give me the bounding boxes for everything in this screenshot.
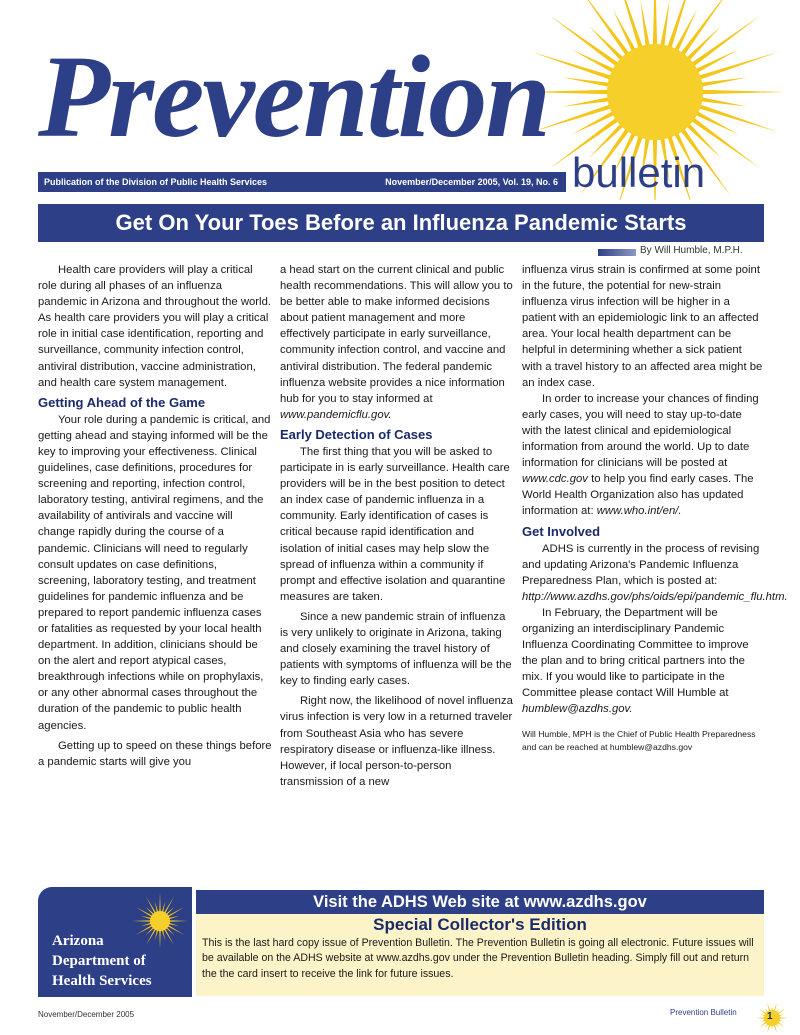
sun-ray — [164, 897, 174, 914]
paragraph-text: a head start on the current clinical and public health recommendations. This will allow you to be better able to make informed decisions about patient management and more effectively participate in early surveillance, community infection control, and vaccine and antiviral distribution. The federal pandemic influenza website provides a nice information hub for you to stay informed at — [280, 264, 513, 405]
logo-line: Health Services — [52, 973, 152, 989]
sun-ray — [779, 1017, 788, 1018]
logo-line: Department of — [52, 953, 146, 969]
paragraph: influenza virus strain is confirmed at some point in the future, the potential for new-strain influenza virus infection will be higher in a patient with an epidemiologic link to an affected area. Your local health department can be helpful in determining whether a sick patient with a travel history to an affected area might be an index case. — [522, 264, 763, 389]
sun-ray — [693, 110, 738, 135]
sun-ray — [136, 907, 153, 917]
publisher-name: Publication of the Division of Public Health Services — [44, 177, 268, 187]
paragraph: The first thing that you will be asked to participate in is early surveillance. Health care providers will be in the best position to detect an index case of pandemic influenza in a community. Early identification of cases is critical because rapid identification and isolation of initial cases may help slow the spread of influenza within a community if prompt and effective isolation and quarantine measures are taken. — [280, 445, 510, 603]
sun-ray — [698, 97, 747, 107]
masthead-subtitle: bulletin — [572, 149, 706, 196]
paragraph: Right now, the likelihood of novel influenza virus infection is very low in a returned traveler from Southeast Asia who has severe respiratory disease or influenza-like illness. However, if local person-to-person transmission of a new — [280, 695, 513, 788]
sun-ray — [653, 0, 657, 48]
sun-ray — [689, 16, 760, 68]
paragraph — [280, 262, 516, 423]
special-edition-box — [196, 914, 764, 996]
sun-ray — [640, 0, 650, 49]
sun-ray — [550, 16, 621, 68]
adhs-logo — [38, 887, 192, 997]
sun-ray — [155, 902, 159, 913]
edition-title: Special Collector's Edition — [373, 915, 587, 934]
sun-ray — [572, 50, 617, 75]
sun-ray — [167, 907, 184, 917]
section-heading: Getting Ahead of the Game — [38, 394, 206, 410]
sun-ray — [168, 916, 179, 920]
edition-text: This is the last hard copy issue of Prevention Bulletin. The Prevention Bulletin is going all electronic. Future issues will be available on the ADHS website at www.azdhs.gov under the Prevention Bulletin heading. Simply fill out and return the the card insert to receive the link for future issues. — [202, 937, 754, 980]
sun-ray — [563, 77, 612, 87]
azdhs-plan-link[interactable]: http://www.azdhs.gov/phs/oids/epi/pandemic_flu.htm. — [522, 590, 788, 603]
sun-ray — [141, 916, 152, 920]
sun-ray — [164, 928, 174, 945]
section-heading: Early Detection of Cases — [280, 426, 433, 442]
byline-decoration — [598, 249, 636, 256]
sun-ray — [155, 929, 159, 940]
sun-ray — [660, 0, 670, 49]
sun-ray — [698, 77, 747, 87]
article-byline: By Will Humble, M.P.H. — [640, 245, 743, 256]
sun-ray — [159, 930, 160, 949]
paragraph: Since a new pandemic strain of influenza is very unlikely to originate in Arizona, taking and closely examining the travel history of patients with symptoms of influenza will be the key to finding early cases. — [280, 610, 512, 688]
page-number: 1 — [767, 1011, 773, 1022]
paragraph-text: ADHS is currently in the process of revising and updating Arizona's Pandemic Influenza Preparedness Plan, which is posted at: — [522, 542, 760, 587]
logo-text — [52, 931, 152, 991]
sun-ray — [673, 9, 698, 54]
sun-ray — [146, 897, 156, 914]
sun-ray — [563, 97, 612, 107]
paragraph-text: to help you find early cases. The World Health Organization also has updated information at: — [522, 473, 754, 518]
footer-date: November/December 2005 — [38, 1010, 135, 1019]
who-link[interactable]: www.who.int/en/. — [596, 505, 682, 518]
sun-ray — [167, 925, 184, 935]
article-headline: Get On Your Toes Before an Influenza Pandemic Starts — [38, 204, 764, 242]
footer-title: Prevention Bulletin — [670, 1008, 737, 1017]
sun-ray — [168, 923, 179, 927]
author-note: Will Humble, MPH is the Chief of Public Health Preparedness and can be reached at humblew@azdhs.gov — [522, 728, 756, 752]
sun-ray — [162, 929, 166, 940]
pandemicflu-link[interactable]: www.pandemicflu.gov. — [280, 408, 392, 421]
masthead-title: Prevention — [38, 31, 549, 162]
article-column-3 — [522, 262, 788, 754]
sun-ray — [699, 90, 785, 94]
sun-ray — [141, 923, 152, 927]
issue-info: November/December 2005, Vol. 19, No. 6 — [385, 177, 558, 187]
section-heading: Get Involved — [522, 523, 601, 539]
paragraph: Getting up to speed on these things before a pandemic starts will give you — [38, 739, 272, 768]
logo-line: Arizona — [52, 933, 104, 949]
website-banner[interactable]: Visit the ADHS Web site at www.azdhs.gov — [196, 890, 764, 914]
sun-ray — [693, 50, 738, 75]
article-column-1 — [38, 262, 272, 770]
sun-ray — [159, 893, 160, 912]
paragraph: Your role during a pandemic is critical, and getting ahead and staying informed will be the key to improving your effectiveness. Clinical guidelines, case definitions, procedures for screening and reporting, infection control, laboratory testing, antiviral regimens, and the availability of antivirals and vaccine will change rapidly during the course of a pandemic. Clinicians will need to regularly consult updates on case definitions, screening, laboratory testing, and treatment guidelines for pandemic influenza and be prepared to report pandemic influenza cases or fatalities as requested by your local health department. In addition, clinicians should be on the alert and report atypical cases, breakthrough infections while on prophylaxis, or any other abnormal cases throughout the duration of the pandemic to public health agencies. — [38, 413, 271, 732]
paragraph: Health care providers will play a critical role during all phases of an influenza pandemic in Arizona and throughout the world. As health care providers you will play a critical role in initial case identification, reporting and surveillance, community infection control, antiviral distribution, vaccine administration, and health care system management. — [38, 264, 271, 389]
article-column-2 — [280, 262, 516, 790]
paragraph-text: In order to increase your chances of finding early cases, you will need to stay up-to-date with the latest clinical and epidemiological information from around the world. Up to date information for clinicians will be posted at — [522, 392, 759, 470]
sun-ray — [572, 110, 617, 135]
sun-ray — [756, 1017, 765, 1018]
sun-ray — [613, 9, 638, 54]
sun-ray — [169, 920, 188, 921]
paragraph — [522, 541, 788, 605]
publication-bar — [38, 172, 566, 192]
paragraph-text: In February, the Department will be organizing an interdisciplinary Pandemic Influenza Coordinating Committee to improve the plan and to bring critical partners into the mix. If you would like to participate in the Committee please contact Will Humble at — [522, 606, 749, 700]
email-link[interactable]: humblew@azdhs.gov. — [522, 703, 633, 716]
cdc-link[interactable]: www.cdc.gov — [522, 473, 588, 486]
sun-ray — [132, 920, 151, 921]
paragraph — [522, 391, 764, 520]
sun-ray — [162, 902, 166, 913]
paragraph — [522, 605, 764, 718]
